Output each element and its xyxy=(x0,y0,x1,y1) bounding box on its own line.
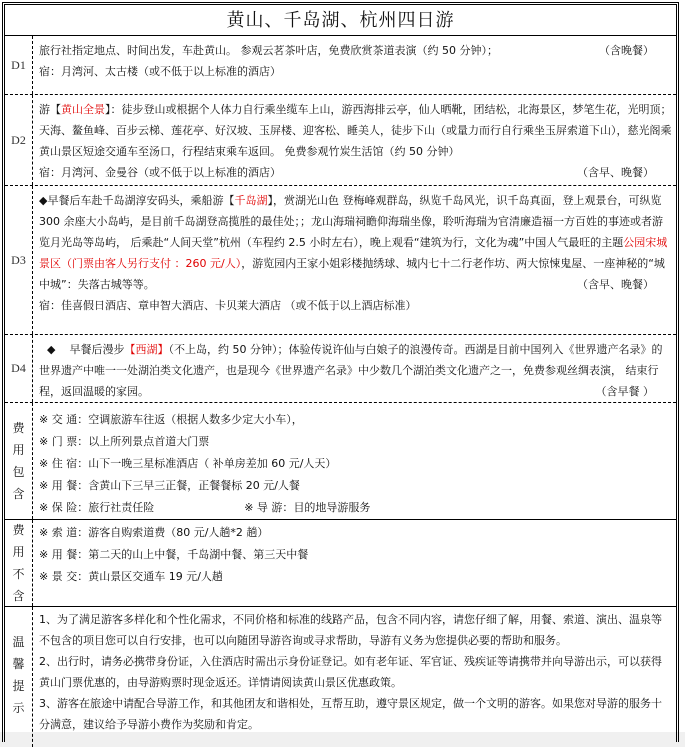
excluded-section xyxy=(5,520,676,607)
stay-line: 宿：佳喜假日酒店、章申智大酒店、卡贝莱大酒店 （或不低于以上酒店标准） xyxy=(39,299,417,312)
list-item: ※ 交 通：空调旅游车往返（根据人数多少定大小车）， xyxy=(39,413,303,426)
tips-label: 温 馨 提 示 xyxy=(5,607,33,747)
included-label: 费 用 包 含 xyxy=(5,403,33,519)
list-item: ※ 景 交：黄山景区交通车 19 元/人趟 xyxy=(39,570,223,583)
included-list xyxy=(39,409,672,519)
day-content xyxy=(39,40,672,82)
day-row-d4 xyxy=(5,335,676,403)
highlight-attraction: 【西湖】 xyxy=(124,343,169,356)
meal-note: （含早、晚餐） xyxy=(577,166,654,179)
itinerary-table xyxy=(2,2,679,742)
day-row-d2 xyxy=(5,95,676,186)
list-item: ※ 用 餐：第二天的山上中餐，千岛湖中餐、第三天中餐 xyxy=(39,548,309,561)
list-item: ※ 索 道：游客自购索道费（80 元/人趟*2 趟） xyxy=(39,526,269,539)
included-section xyxy=(5,403,676,520)
highlight-attraction: 黄山全景 xyxy=(61,103,105,116)
list-item: ※ 保 险：旅行社责任险 ※ 导 游：目的地导游服务 xyxy=(39,501,371,514)
day-row-d1 xyxy=(5,36,676,95)
meal-note: （含早餐 ） xyxy=(595,385,654,398)
excluded-label: 费 用 不 含 xyxy=(5,520,33,606)
day-content xyxy=(39,99,672,183)
day-description: 游【黄山全景】：徒步登山或根据个人体力自行乘坐缆车上山，游西海排云亭，仙人晒靴，团结松，北海景区，梦笔生花，光明顶；天海、鳌鱼峰、百步云梯、莲花亭、好汉坡、玉屏楼、迎客松、睡美人，徒步下山（或量力而行自行乘坐玉屏索道下山），慈光阁乘黄山景区短途交通车至汤口，行程结束乘车返回。 免费参观竹炭生活馆（约 50 分钟） xyxy=(39,103,672,158)
tip-item: 1、为了满足游客多样化和个性化需求，不同价格和标准的线路产品，包含不同内容，请您仔细了解，用餐、索道、演出、温泉等不包含的项目您可以自行安排，也可以向随团导游咨询或寻求帮助，导游有义务为您提供必要的帮助和服务。 xyxy=(39,613,662,647)
day-label: D1 xyxy=(5,36,33,94)
meal-note: （含晚餐） xyxy=(599,44,654,57)
excluded-list xyxy=(39,522,672,588)
day-content xyxy=(39,339,672,402)
list-item: ※ 门 票：以上所列景点首道大门票 xyxy=(39,435,210,448)
day-label: D3 xyxy=(5,186,33,334)
day-description: ◆ 早餐后漫步【西湖】（不上岛，约 50 分钟）；体验传说许仙与白娘子的浪漫传奇。西湖是目前中国列入《世界遗产名录》的世界遗产中唯一一处湖泊类文化遗产，也是现今《世界遗产名录》中少数几个湖泊类文化遗产之一，免费参观丝绸表演， 结束行程，返回温暖的家园。 xyxy=(39,343,663,398)
tips-list xyxy=(39,609,672,735)
day-description: ◆早餐后车赴千岛湖淳安码头，乘船游【千岛湖】，赏湖光山色 登梅峰观群岛，纵览千岛风光，识千岛真面，登上观景台，可纵览 300 余座大小岛屿，是目前千岛湖登高揽胜的最佳处；；龙山海瑞祠瞻仰海瑞坐像，聆听海瑞为官清廉造福一方百姓的事迹或者游览月光岛等岛屿， 后乘赴“人间天堂”杭州（车程约 2.5 小时左右），晚上观看“建筑为行，文化为魂”中国人气最旺的主题公园宋城景区（门票由客人另行支付 ：260 元/人），游览园内王家小姐彩楼抛绣球、城内七十二行老作坊、两大惊悚鬼屋、一座神秘的“城中城”：失落古城等等。 xyxy=(39,194,668,291)
list-item: ※ 住 宿：山下一晚三星标准酒店（ 补单房差加 60 元/人天） xyxy=(39,457,337,470)
day-label: D2 xyxy=(5,95,33,185)
day-label: D4 xyxy=(5,335,33,402)
title-row xyxy=(5,5,676,36)
day-content xyxy=(39,190,672,316)
day-line: 旅行社指定地点、时间出发，车赴黄山。 参观云茗茶叶店，免费欣赏茶道表演（约 50 分钟）； （含晚餐） xyxy=(39,40,672,61)
highlight-attraction: 千岛湖 xyxy=(234,194,268,207)
tip-item: 3、游客在旅途中请配合导游工作，和其他团友和谐相处，互帮互助，遵守景区规定，做一个文明的游客。如果您对导游的服务十分满意，建议给予导游小费作为奖励和肯定。 xyxy=(39,697,662,731)
meal-note: （含早、晚餐） xyxy=(577,278,654,291)
highlight-ticket-note: 公园宋城景区（门票由客人另行支付 ：260 元/人） xyxy=(39,236,668,270)
page-title: 黄山、千岛湖、杭州四日游 xyxy=(226,10,455,31)
day-row-d3 xyxy=(5,186,676,335)
stay-line: 宿：月湾河、金曼谷（或不低于以上标准的酒店） （含早、晚餐） xyxy=(39,162,672,183)
tips-section xyxy=(5,607,676,747)
stay-line: 宿：月湾河、太古楼（或不低于以上标准的酒店） xyxy=(39,65,281,78)
list-item: ※ 用 餐：含黄山下三早三正餐，正餐餐标 20 元/人餐 xyxy=(39,479,300,492)
tip-item: 2、出行时，请务必携带身份证，入住酒店时需出示身份证登记。如有老年证、军官证、残疾证等请携带并向导游出示，可以获得黄山门票优惠的，由导游购票时现金返还。详情请阅读黄山景区优惠政策。 xyxy=(39,655,662,689)
diamond-bullet-icon: ◆ xyxy=(47,343,56,356)
